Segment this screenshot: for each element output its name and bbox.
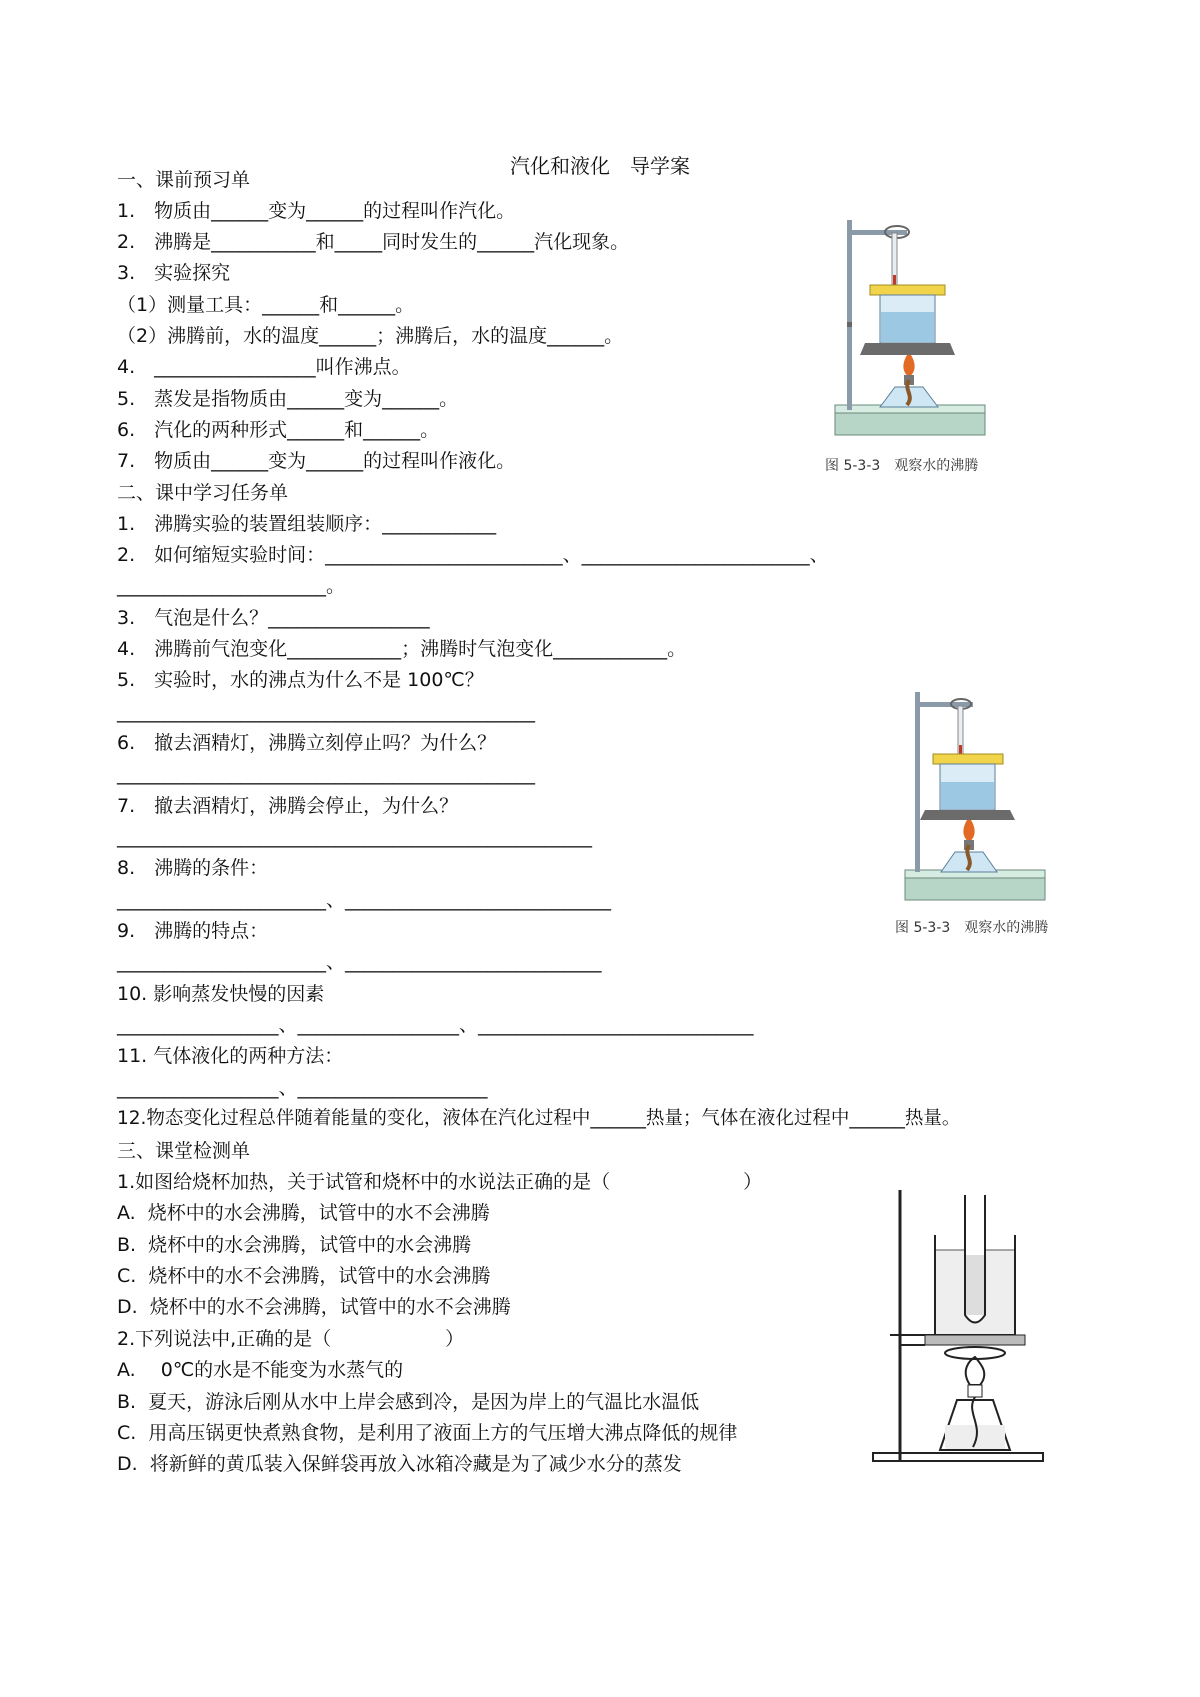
s1-line: 1. 物质由______变为______的过程叫作汽化。 xyxy=(117,200,516,222)
figure-2-caption: 图 5-3-3 观察水的沸腾 xyxy=(895,920,1049,936)
s2-line: 5. 实验时，水的沸点为什么不是 100℃？ xyxy=(117,669,484,691)
s2-line: __________________________________________________ xyxy=(117,826,592,848)
q1-option: C. 烧杯中的水不会沸腾，试管中的水会沸腾 xyxy=(117,1265,491,1287)
page-title: 汽化和液化 导学案 xyxy=(510,154,690,178)
s1-line: 6. 汽化的两种形式______和______。 xyxy=(117,419,440,441)
s2-line: ______________________、____________________________ xyxy=(117,889,612,911)
s1-line: （1）测量工具：______和______。 xyxy=(117,294,415,316)
s1-line: 7. 物质由______变为______的过程叫作液化。 xyxy=(117,450,516,472)
s1-line: 4. _________________叫作沸点。 xyxy=(117,356,411,378)
s2-line: 12.物态变化过程总伴随着能量的变化，液体在汽化过程中______热量；气体在液化过程中______热量。 xyxy=(117,1108,961,1129)
s2-line: 4. 沸腾前气泡变化____________；沸腾时气泡变化____________。 xyxy=(117,638,687,660)
s2-line: ____________________________________________ xyxy=(117,701,535,723)
s1-line: 3. 实验探究 xyxy=(117,262,231,284)
figure-1-caption: 图 5-3-3 观察水的沸腾 xyxy=(825,458,979,474)
s2-line: 6. 撤去酒精灯，沸腾立刻停止吗？为什么？ xyxy=(117,732,497,754)
s1-line: 2. 沸腾是___________和_____同时发生的______汽化现象。 xyxy=(117,231,630,253)
q1-option: A. 烧杯中的水会沸腾，试管中的水不会沸腾 xyxy=(117,1202,490,1224)
boiling-apparatus-figure-2 xyxy=(895,690,1055,915)
s2-line: 8. 沸腾的条件： xyxy=(117,857,269,879)
q2-option: C. 用高压锅更快煮熟食物，是利用了液面上方的气压增大沸点降低的规律 xyxy=(117,1422,738,1444)
s1-line: （2）沸腾前，水的温度______；沸腾后，水的温度______。 xyxy=(117,325,624,347)
q2-option: A. 0℃的水是不能变为水蒸气的 xyxy=(117,1359,404,1381)
s2-line: 9. 沸腾的特点： xyxy=(117,920,269,942)
section1-heading: 一、课前预习单 xyxy=(117,169,251,191)
s2-line: 11. 气体液化的两种方法： xyxy=(117,1045,344,1067)
s2-line: ______________________、___________________________ xyxy=(117,951,602,973)
q2-option: D. 将新鲜的黄瓜装入保鲜袋再放入冰箱冷藏是为了减少水分的蒸发 xyxy=(117,1453,682,1475)
q1-stem: 1.如图给烧杯加热，关于试管和烧杯中的水说法正确的是（ ） xyxy=(117,1171,763,1193)
s1-line: 5. 蒸发是指物质由______变为______。 xyxy=(117,388,459,410)
s2-line: _________________、____________________ xyxy=(117,1077,488,1099)
q2-option: B. 夏天，游泳后刚从水中上岸会感到冷，是因为岸上的气温比水温低 xyxy=(117,1391,700,1413)
s2-line: 10. 影响蒸发快慢的因素 xyxy=(117,983,325,1005)
boiling-apparatus-figure-1 xyxy=(825,215,995,455)
s2-line: 7. 撤去酒精灯，沸腾会停止，为什么？ xyxy=(117,795,459,817)
s2-line: ______________________。 xyxy=(117,575,346,597)
q1-option: D. 烧杯中的水不会沸腾，试管中的水不会沸腾 xyxy=(117,1296,511,1318)
section2-heading: 二、课中学习任务单 xyxy=(117,482,289,504)
s2-line: 3. 气泡是什么？_________________ xyxy=(117,607,430,629)
s2-line: 2. 如何缩短实验时间：_________________________、________________________、 xyxy=(117,544,829,566)
section3-heading: 三、课堂检测单 xyxy=(117,1140,251,1162)
s2-line: ____________________________________________ xyxy=(117,763,535,785)
s2-line: 1. 沸腾实验的装置组装顺序：____________ xyxy=(117,513,497,535)
s2-line: _________________、_________________、_____________________________ xyxy=(117,1014,754,1036)
q1-option: B. 烧杯中的水会沸腾，试管中的水会沸腾 xyxy=(117,1234,472,1256)
q2-stem: 2.下列说法中,正确的是（ ） xyxy=(117,1328,465,1350)
beaker-test-tube-figure xyxy=(865,1185,1045,1470)
